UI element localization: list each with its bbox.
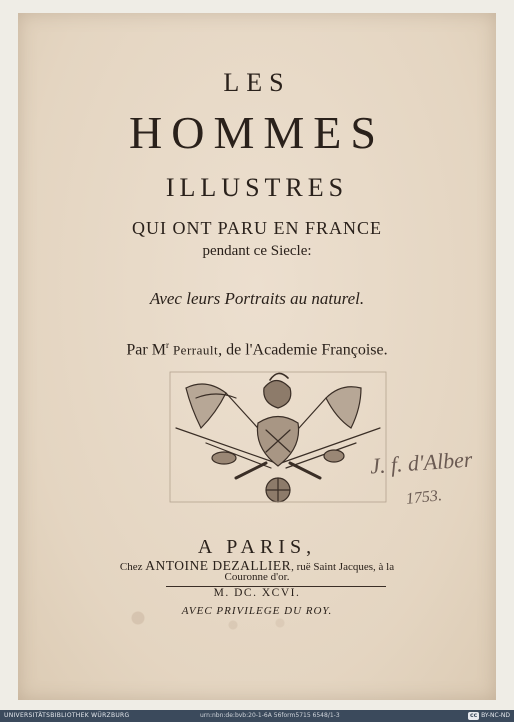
author-name: Perrault xyxy=(172,342,219,358)
title-les: LES xyxy=(223,68,291,97)
handwritten-year: 1753. xyxy=(405,487,443,508)
footer-urn[interactable]: urn:nbn:de:bvb:20-1-6A 56form5715 6548/1-3 xyxy=(200,712,340,719)
footer-library: UNIVERSITÄTSBIBLIOTHEK WÜRZBURG xyxy=(4,712,130,719)
title-page xyxy=(18,13,496,700)
title-qui-ont-paru: QUI ONT PARU EN FRANCE xyxy=(131,218,383,238)
license-text: BY-NC-ND xyxy=(481,712,510,719)
subtitle: Avec leurs Portraits au naturel. xyxy=(149,289,365,308)
license-badge[interactable] xyxy=(468,710,510,722)
imprint-city: A PARIS, xyxy=(197,536,317,558)
imprint-address-2: Couronne d'or. xyxy=(224,571,290,583)
author-suffix: , de l'Academie Françoise. xyxy=(218,341,388,359)
trophy-vignette xyxy=(166,368,390,508)
title-hommes: HOMMES xyxy=(129,107,385,158)
imprint-date: M. DC. XCVI. xyxy=(213,587,301,599)
imprint-chez: Chez xyxy=(119,561,143,573)
author-sup: r xyxy=(165,340,169,350)
imprint-privilege: AVEC PRIVILEGE DU ROY. xyxy=(181,605,333,617)
digitization-footer xyxy=(0,710,514,722)
title-illustres: ILLUSTRES xyxy=(165,173,349,202)
author-line xyxy=(18,340,496,359)
imprint-address: , ruë Saint Jacques, à la xyxy=(291,561,395,573)
handwritten-signature: J. f. d'Alber xyxy=(369,446,474,479)
title-pendant: pendant ce Siecle: xyxy=(202,243,312,259)
imprint-printer: ANTOINE DEZALLIER xyxy=(145,558,292,573)
author-prefix: Par M xyxy=(126,341,166,359)
cc-icon: cc xyxy=(470,712,478,719)
